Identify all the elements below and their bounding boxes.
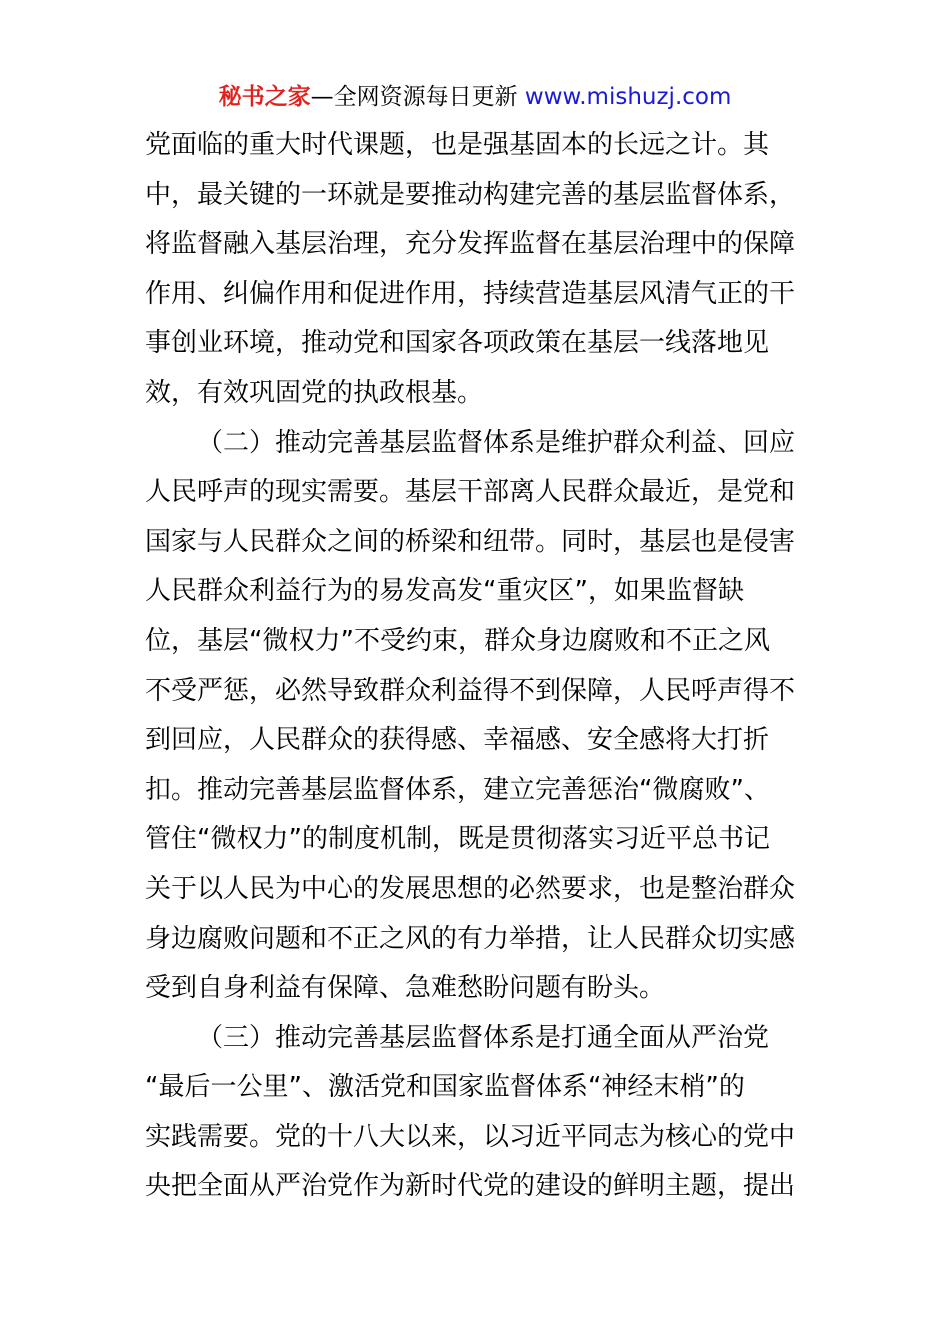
text-line: 人民群众利益行为的易发高发“重灾区”，如果监督缺 xyxy=(145,576,744,607)
text-line: 央把全面从严治党作为新时代党的建设的鲜明主题，提出 xyxy=(145,1171,796,1202)
site-brand: 秘书之家 xyxy=(218,84,311,110)
text-line: “最后一公里”、激活党和国家监督体系“神经末梢”的 xyxy=(145,1072,745,1103)
site-url-link[interactable]: www.mishuzj.com xyxy=(524,84,732,110)
text-line: 中，最关键的一环就是要推动构建完善的基层监督体系， xyxy=(145,179,796,210)
text-line: 国家与人民群众之间的桥梁和纽带。同时，基层也是侵害 xyxy=(145,526,796,557)
text-line: 到回应，人民群众的获得感、幸福感、安全感将大打折 xyxy=(145,725,770,756)
text-line: 将监督融入基层治理，充分发挥监督在基层治理中的保障 xyxy=(145,229,796,260)
text-line: 不受严惩，必然导致群众利益得不到保障，人民呼声得不 xyxy=(145,675,796,706)
text-line: 扣。推动完善基层监督体系，建立完善惩治“微腐败”、 xyxy=(145,774,770,805)
text-line: 党面临的重大时代课题，也是强基固本的长远之计。其 xyxy=(145,130,770,160)
text-line: 人民呼声的现实需要。基层干部离人民群众最近，是党和 xyxy=(145,477,796,508)
text-line: 位，基层“微权力”不受约束，群众身边腐败和不正之风 xyxy=(145,625,770,656)
text-line: 事创业环境，推动党和国家各项政策在基层一线落地见 xyxy=(145,328,770,359)
text-line: 关于以人民为中心的发展思想的必然要求，也是整治群众 xyxy=(145,873,796,904)
text-line: 身边腐败问题和不正之风的有力举措，让人民群众切实感 xyxy=(145,923,796,954)
text-line: 受到自身利益有保障、急难愁盼问题有盼头。 xyxy=(145,973,666,1004)
text-line: 作用、纠偏作用和促进作用，持续营造基层风清气正的干 xyxy=(145,278,796,309)
document-body xyxy=(145,121,810,1212)
section-heading-line: （二）推动完善基层监督体系是维护群众利益、回应 xyxy=(197,427,796,458)
site-tagline: —全网资源每日更新 xyxy=(310,84,518,110)
site-header xyxy=(0,80,950,114)
text-line: 效，有效巩固党的执政根基。 xyxy=(145,377,484,408)
text-line: 实践需要。党的十八大以来，以习近平同志为核心的党中 xyxy=(145,1121,796,1152)
section-heading-line: （三）推动完善基层监督体系是打通全面从严治党 xyxy=(197,1022,770,1053)
text-line: 管住“微权力”的制度机制，既是贯彻落实习近平总书记 xyxy=(145,824,770,855)
